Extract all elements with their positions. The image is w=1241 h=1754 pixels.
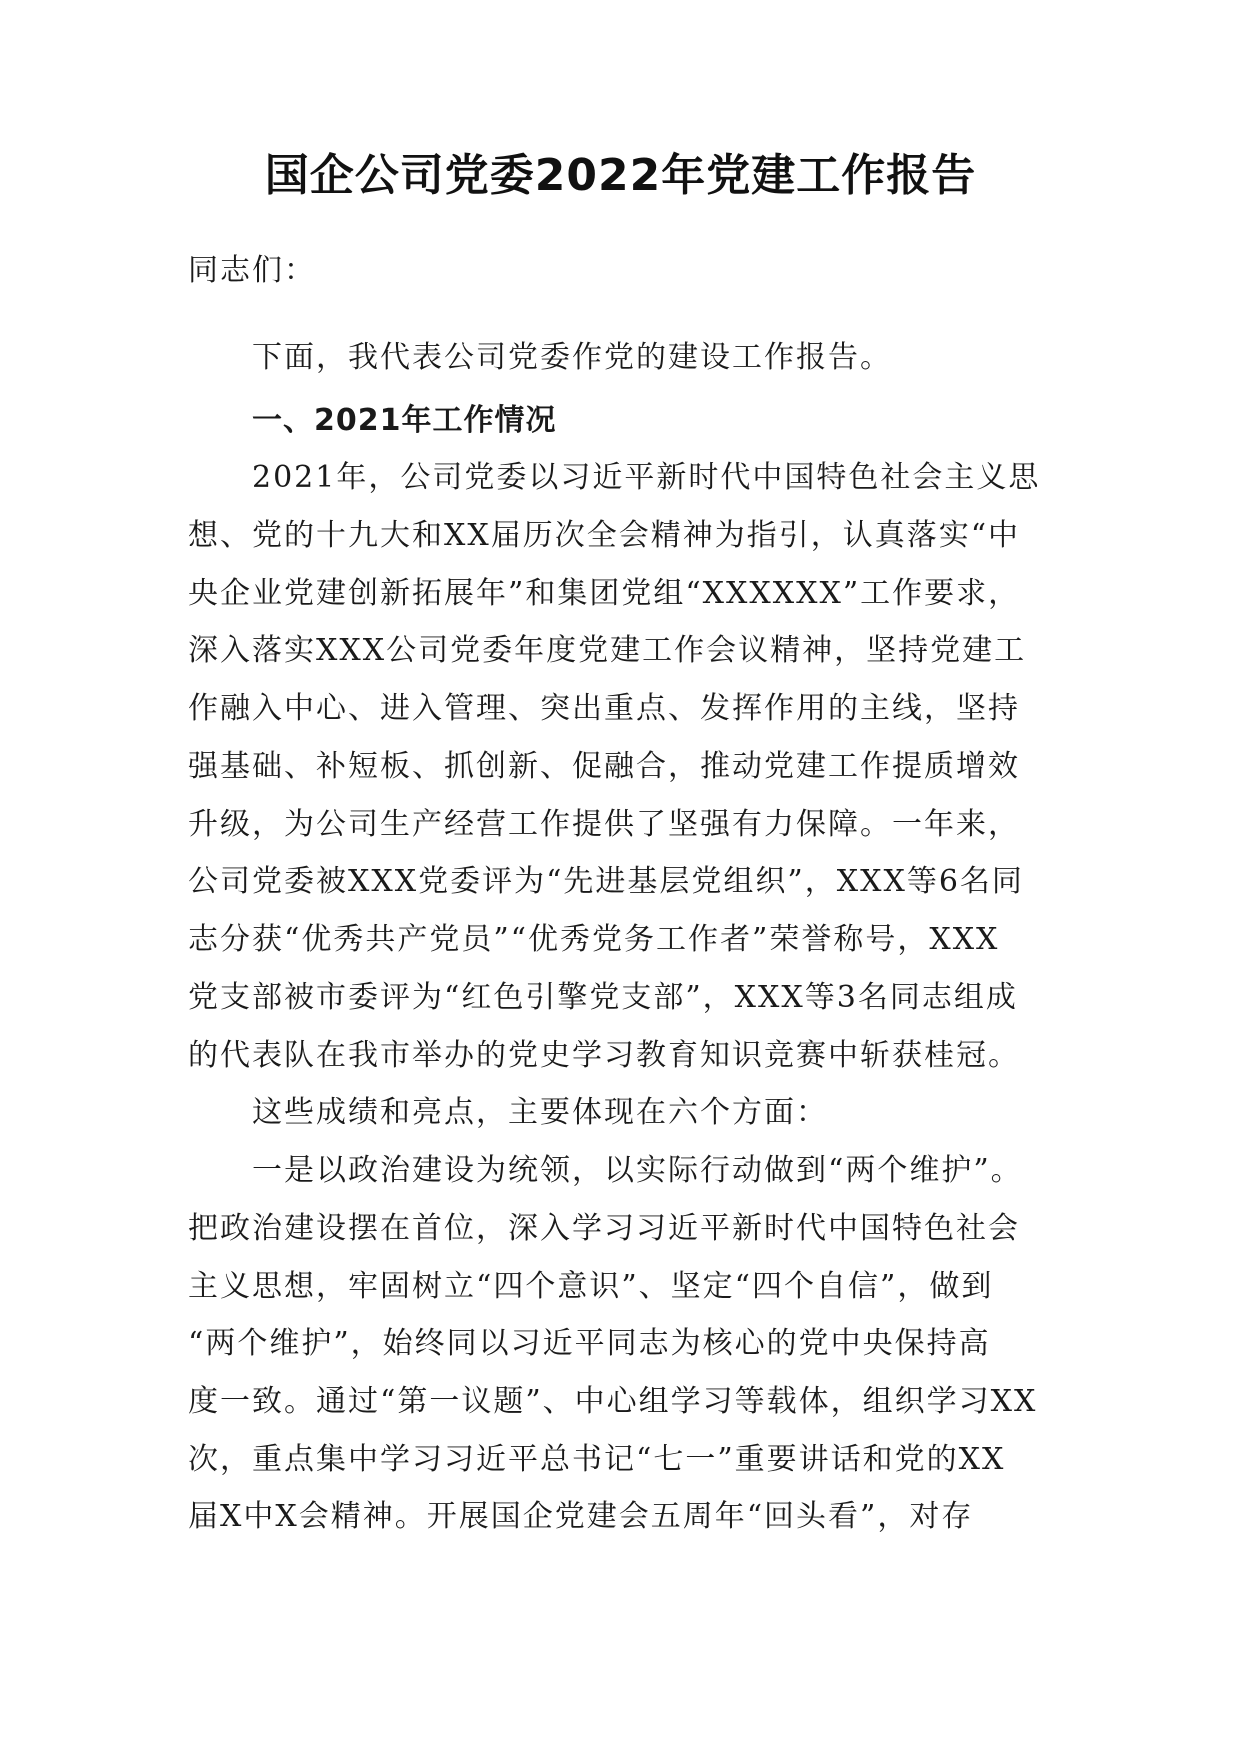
paragraph-line: 一是以政治建设为统领，以实际行动做到“两个维护”。 bbox=[252, 1153, 1023, 1188]
paragraph-line: 的代表队在我市举办的党史学习教育知识竞赛中斩获桂冠。 bbox=[188, 1038, 1020, 1073]
section-heading: 一、2021年工作情况 bbox=[252, 403, 557, 438]
salutation: 同志们： bbox=[188, 253, 316, 288]
paragraph-line: 央企业党建创新拓展年”和集团党组“XXXXXX”工作要求， bbox=[188, 576, 1021, 611]
paragraph-line: “两个维护”，始终同以习近平同志为核心的党中央保持高 bbox=[188, 1326, 991, 1361]
paragraph-line: 深入落实XXX公司党委年度党建工作会议精神，坚持党建工 bbox=[188, 633, 1027, 668]
paragraph-line: 党支部被市委评为“红色引擎党支部”，XXX等3名同志组成 bbox=[188, 980, 1018, 1015]
paragraph-line: 度一致。通过“第一议题”、中心组学习等载体，组织学习XX bbox=[188, 1384, 1038, 1419]
paragraph-line: 次，重点集中学习习近平总书记“七一”重要讲话和党的XX bbox=[188, 1442, 1006, 1477]
paragraph-line: 作融入中心、进入管理、突出重点、发挥作用的主线，坚持 bbox=[188, 691, 1020, 726]
intro-paragraph: 下面，我代表公司党委作党的建设工作报告。 bbox=[252, 340, 892, 375]
paragraph-line: 想、党的十九大和XX届历次全会精神为指引，认真落实“中 bbox=[188, 518, 1021, 553]
document-title: 国企公司党委2022年党建工作报告 bbox=[264, 150, 977, 201]
paragraph-line: 主义思想，牢固树立“四个意识”、坚定“四个自信”，做到 bbox=[188, 1269, 994, 1304]
summary-paragraph: 这些成绩和亮点，主要体现在六个方面： bbox=[252, 1095, 828, 1130]
paragraph-line: 强基础、补短板、抓创新、促融合，推动党建工作提质增效 bbox=[188, 749, 1020, 784]
paragraph-line: 公司党委被XXX党委评为“先进基层党组织”，XXX等6名同 bbox=[188, 864, 1024, 899]
paragraph-line: 升级，为公司生产经营工作提供了坚强有力保障。一年来， bbox=[188, 807, 1020, 842]
paragraph-line: 2021年，公司党委以习近平新时代中国特色社会主义思 bbox=[252, 460, 1041, 495]
paragraph-line: 志分获“优秀共产党员”“优秀党务工作者”荣誉称号，XXX bbox=[188, 922, 1000, 957]
paragraph-line: 把政治建设摆在首位，深入学习习近平新时代中国特色社会 bbox=[188, 1211, 1020, 1246]
paragraph-line: 届X中X会精神。开展国企党建会五周年“回头看”，对存 bbox=[188, 1499, 974, 1534]
